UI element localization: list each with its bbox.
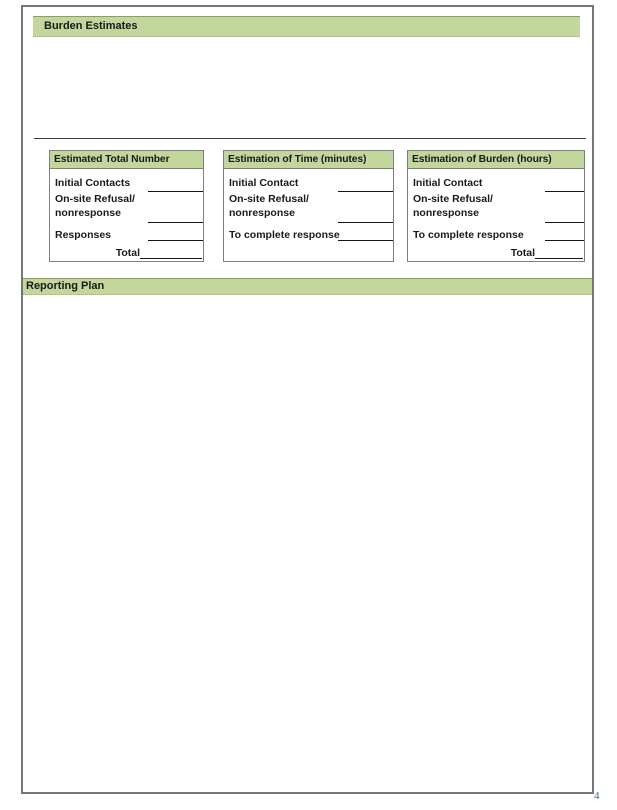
table-estimation-of-burden [407, 150, 585, 262]
total-label: Total [115, 247, 140, 259]
fill-in-line [545, 240, 584, 241]
total-fill-in-line [535, 258, 583, 259]
table-header [408, 151, 584, 169]
table-estimated-total-number [49, 150, 204, 262]
total-fill-in-line [140, 258, 202, 259]
row-label-onsite-refusal: On-site Refusal/ [229, 193, 309, 205]
table-header [50, 151, 203, 169]
table-estimation-of-time [223, 150, 394, 262]
fill-in-line [148, 240, 203, 241]
fill-in-line [338, 191, 393, 192]
table-title: Estimation of Burden (hours) [412, 154, 552, 165]
row-label-responses: Responses [55, 229, 112, 241]
fill-in-line [148, 222, 203, 223]
row-label-onsite-refusal: On-site Refusal/ [55, 193, 135, 205]
row-label-to-complete-response: To complete response [413, 229, 524, 241]
row-label-nonresponse: nonresponse [229, 207, 295, 219]
fill-in-line [338, 222, 393, 223]
section-title-burden-estimates: Burden Estimates [44, 20, 138, 32]
section-header-burden-estimates [33, 16, 580, 37]
fill-in-line [545, 191, 584, 192]
section-title-reporting-plan: Reporting Plan [26, 280, 105, 292]
row-label-initial-contacts: Initial Contacts [55, 177, 131, 189]
row-label-initial-contact: Initial Contact [413, 177, 483, 189]
fill-in-line [545, 222, 584, 223]
row-label-nonresponse: nonresponse [413, 207, 479, 219]
page-border [21, 5, 594, 794]
section-header-reporting-plan [23, 278, 592, 295]
fill-in-line [338, 240, 393, 241]
total-label: Total [510, 247, 535, 259]
fill-in-line [148, 191, 203, 192]
row-label-initial-contact: Initial Contact [229, 177, 299, 189]
table-title: Estimated Total Number [54, 154, 170, 165]
table-header [224, 151, 393, 169]
row-label-to-complete-response: To complete response [229, 229, 340, 241]
table-title: Estimation of Time (minutes) [228, 154, 367, 165]
page-number: 4 [594, 790, 600, 802]
row-label-onsite-refusal: On-site Refusal/ [413, 193, 493, 205]
row-label-nonresponse: nonresponse [55, 207, 121, 219]
horizontal-divider [34, 138, 586, 139]
